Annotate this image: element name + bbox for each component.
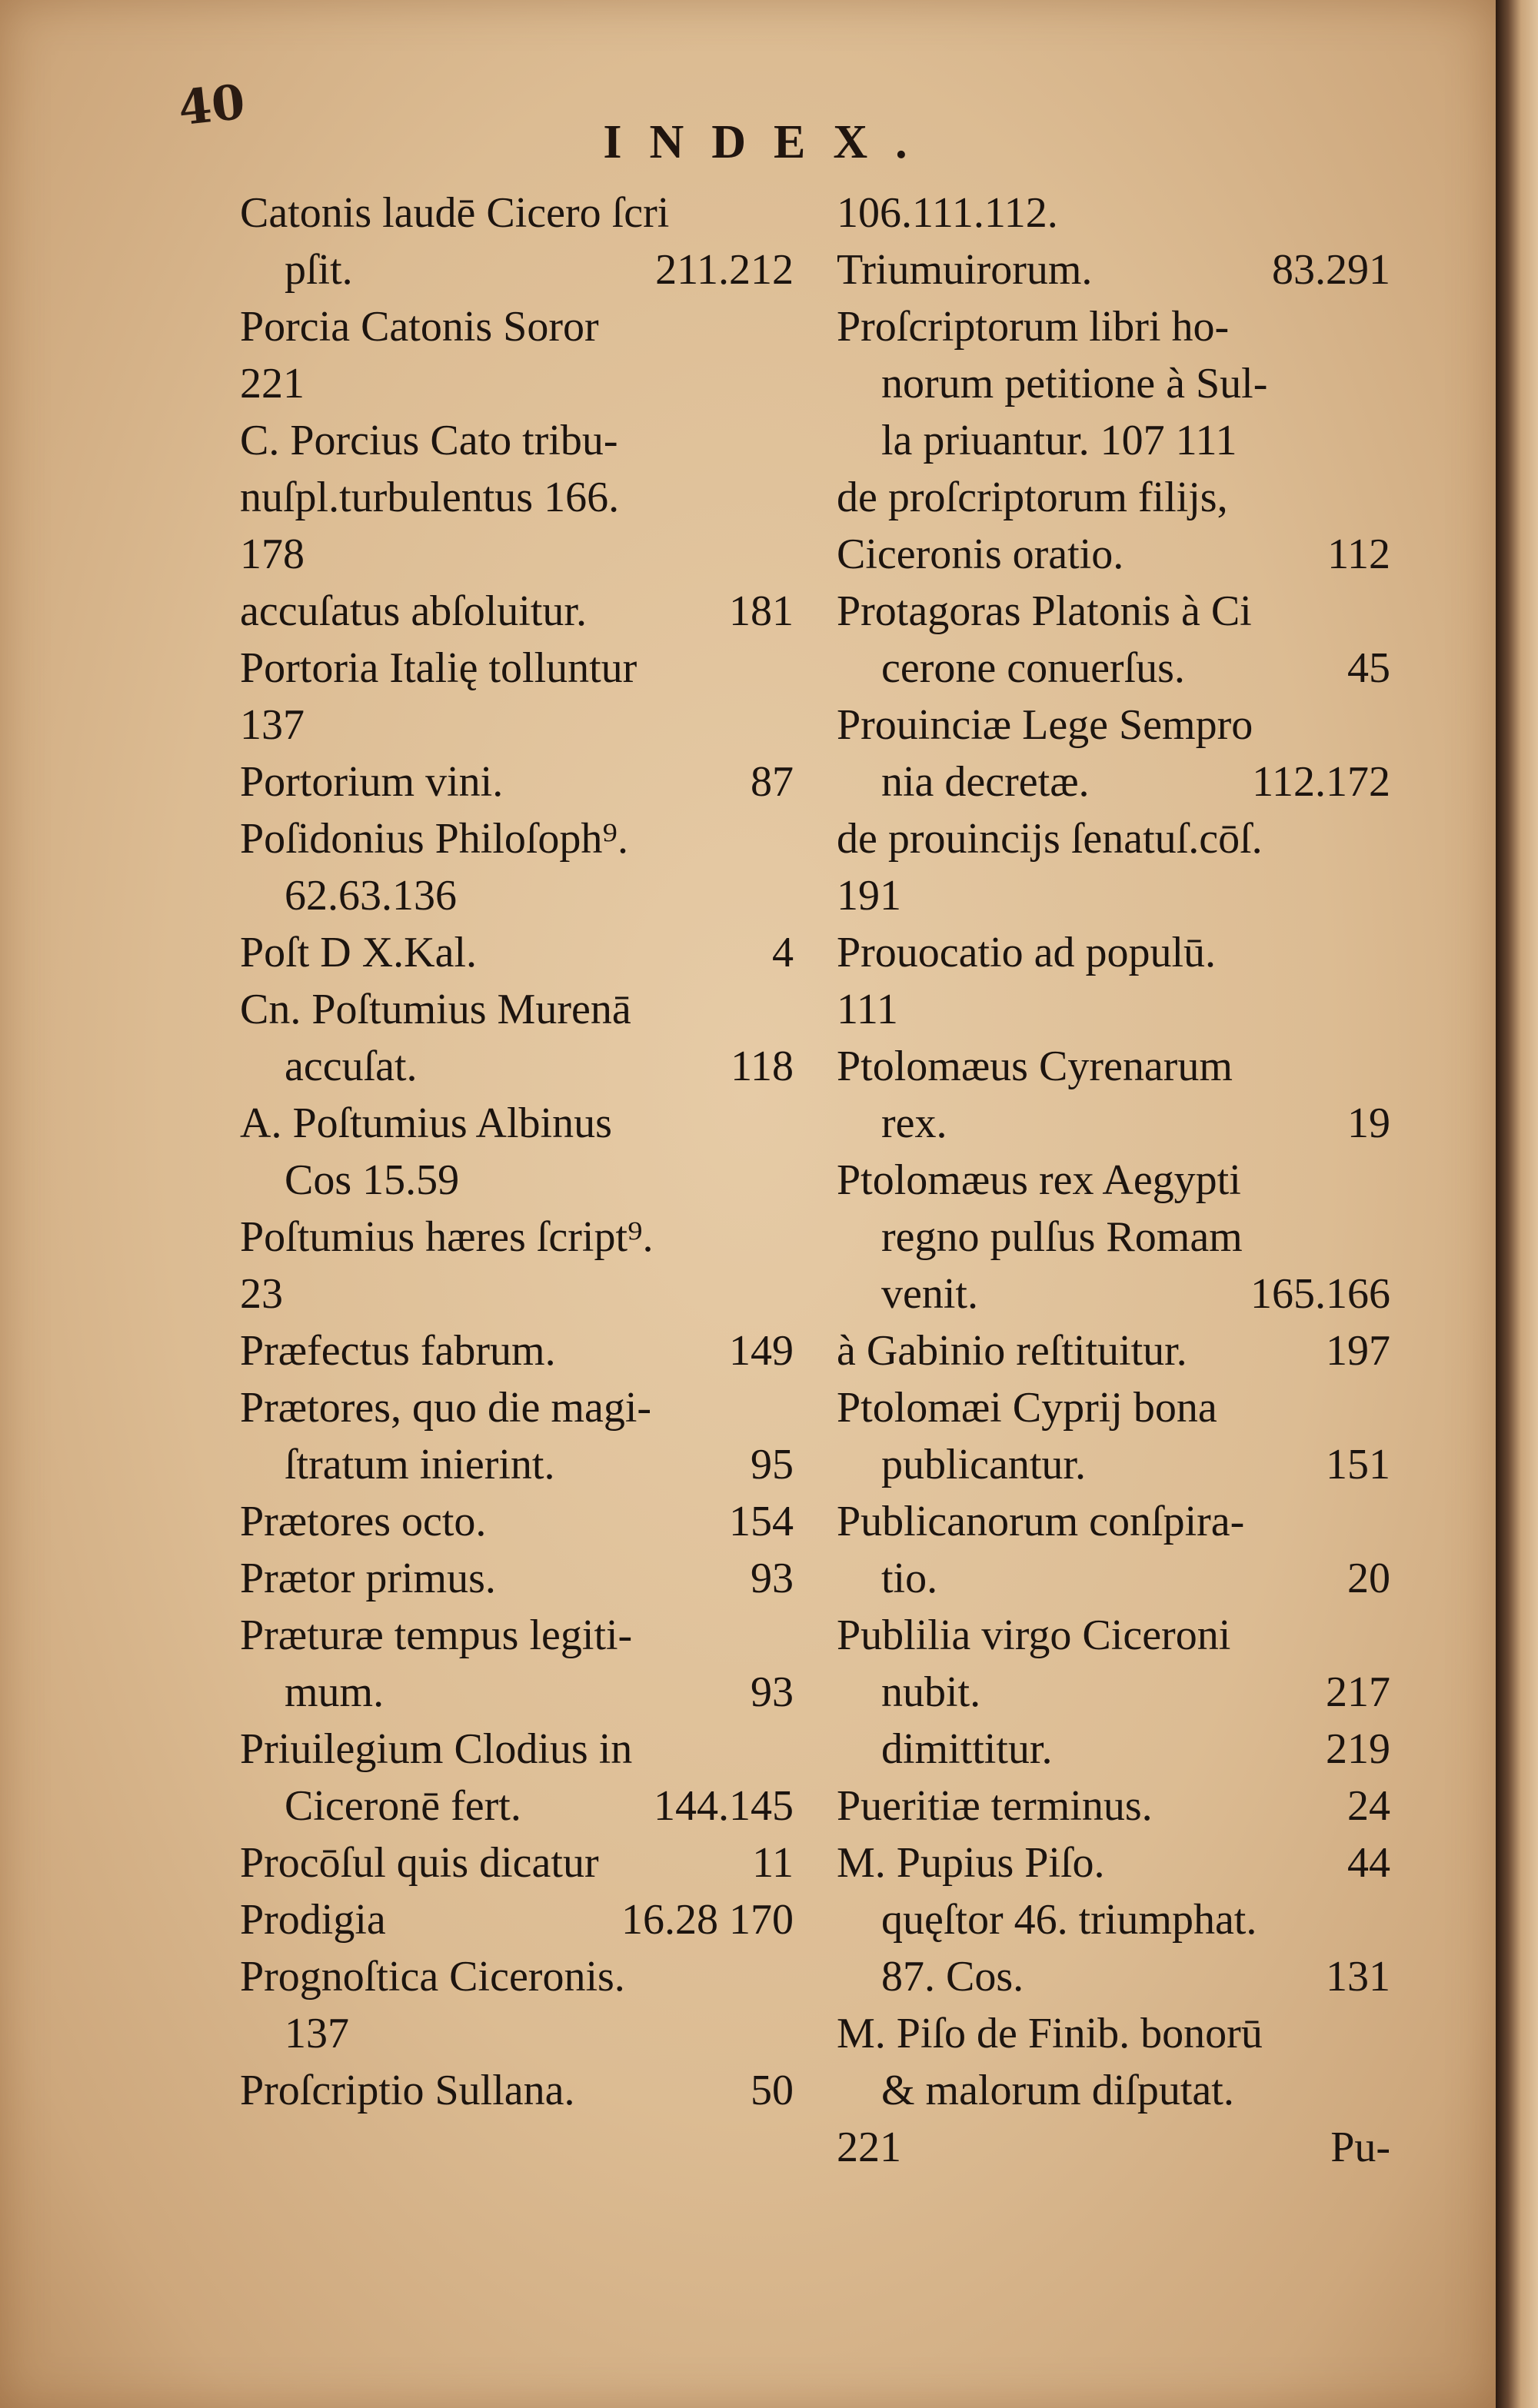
index-entry-line	[837, 355, 1390, 412]
index-entry-text: Præfectus fabrum.	[240, 1327, 556, 1375]
index-entry-line	[240, 981, 794, 1038]
index-entry-text: Ptolomæus Cyrenarum	[837, 1043, 1233, 1090]
index-entry-line	[240, 2005, 794, 2062]
index-entry-line	[240, 1266, 794, 1322]
index-entry-line	[240, 2062, 794, 2119]
index-entry-line	[837, 867, 1390, 924]
index-entry-text: Prognoſtica Ciceronis.	[240, 1953, 625, 2001]
index-entry-text: Procōſul quis dicatur	[240, 1839, 599, 1887]
index-entry-line	[837, 185, 1390, 241]
index-entry-text: norum petitione à Sul-	[881, 360, 1268, 407]
index-entry-text: nuſpl.turbulentus 166.	[240, 474, 620, 521]
index-entry-line	[240, 1891, 794, 1948]
index-entry-page-ref: 44	[1347, 1839, 1390, 1887]
index-entry-line	[240, 867, 794, 924]
index-entry-line	[240, 1379, 794, 1436]
index-entry-text: Triumuirorum.	[837, 246, 1093, 294]
page-gutter-edge	[1496, 0, 1538, 2408]
index-entry-page-ref: 87	[751, 758, 794, 806]
index-entry-page-ref: 24	[1347, 1782, 1390, 1830]
index-entry-text: cerone conuerſus.	[881, 644, 1185, 692]
index-entry-line	[837, 1721, 1390, 1778]
index-entry-text: 221	[837, 2124, 901, 2171]
index-entry-text: quęſtor 46. triumphat.	[881, 1896, 1257, 1944]
index-entry-text: Ciceronis oratio.	[837, 530, 1124, 578]
index-entry-text: Pueritiæ terminus.	[837, 1782, 1153, 1830]
index-entry-text: C. Porcius Cato tribu-	[240, 417, 618, 464]
index-entry-line	[240, 469, 794, 526]
index-entry-line	[837, 1038, 1390, 1095]
index-entry-text: regno pulſus Romam	[881, 1213, 1243, 1261]
index-entry-line	[837, 753, 1390, 810]
index-entry-line	[240, 241, 794, 298]
index-entry-page-ref: 112.172	[1252, 758, 1390, 806]
page-number: 40	[175, 73, 248, 137]
index-entry-text: Priuilegium Clodius in	[240, 1725, 633, 1773]
index-entry-line	[240, 1607, 794, 1664]
index-column-right	[837, 185, 1390, 2176]
index-entry-text: ſtratum inierint.	[285, 1441, 555, 1488]
index-entry-line	[837, 469, 1390, 526]
index-entry-line	[837, 1834, 1390, 1891]
index-entry-text: Cn. Poſtumius Murenā	[240, 986, 631, 1033]
index-entry-text: Poſt D X.Kal.	[240, 929, 477, 976]
index-entry-page-ref: 16.28 170	[621, 1896, 794, 1944]
index-entry-text: Cos 15.59	[285, 1156, 460, 1204]
index-entry-line	[837, 697, 1390, 753]
index-entry-text: Proſcriptio Sullana.	[240, 2067, 575, 2114]
index-entry-line	[837, 2062, 1390, 2119]
index-entry-text: A. Poſtumius Albinus	[240, 1099, 612, 1147]
index-entry-page-ref: 197	[1326, 1327, 1390, 1375]
index-entry-line	[240, 583, 794, 640]
index-entry-page-ref: 211.212	[655, 246, 794, 294]
index-entry-text: M. Piſo de Finib. bonorū	[837, 2010, 1263, 2057]
index-entry-text: Porcia Catonis Soror	[240, 303, 599, 351]
index-entry-line	[240, 1493, 794, 1550]
index-entry-text: Prouinciæ Lege Sempro	[837, 701, 1253, 749]
index-entry-line	[837, 981, 1390, 1038]
index-entry-line	[240, 526, 794, 583]
index-entry-page-ref: 93	[751, 1555, 794, 1602]
index-entry-text: M. Pupius Piſo.	[837, 1839, 1105, 1887]
index-entry-text: mum.	[285, 1668, 384, 1716]
index-entry-text: Ciceronē fert.	[285, 1782, 521, 1830]
index-entry-text: accuſatus abſoluitur.	[240, 587, 587, 635]
index-entry-line	[837, 1379, 1390, 1436]
index-entry-line	[240, 697, 794, 753]
index-entry-line	[240, 1152, 794, 1209]
index-entry-text: tio.	[881, 1555, 938, 1602]
index-entry-line	[837, 298, 1390, 355]
index-entry-page-ref: 131	[1326, 1953, 1390, 2001]
index-entry-page-ref: 165.166	[1250, 1270, 1390, 1318]
index-entry-text: 111	[837, 986, 898, 1033]
index-entry-text: Portoria Italię tolluntur	[240, 644, 638, 692]
index-entry-page-ref: 151	[1326, 1441, 1390, 1488]
index-entry-line	[837, 583, 1390, 640]
index-entry-line	[837, 640, 1390, 697]
index-entry-line	[240, 355, 794, 412]
index-entry-line	[837, 241, 1390, 298]
index-entry-line	[837, 412, 1390, 469]
index-entry-text: Prætores octo.	[240, 1498, 487, 1545]
index-entry-text: Præturæ tempus legiti-	[240, 1611, 633, 1659]
index-entry-line	[240, 810, 794, 867]
index-entry-line	[837, 2005, 1390, 2062]
index-entry-line	[837, 1948, 1390, 2005]
index-entry-text: Protagoras Platonis à Ci	[837, 587, 1252, 635]
index-entry-text: 137	[285, 2010, 349, 2057]
index-entry-page-ref: 45	[1347, 644, 1390, 692]
index-column-left	[240, 185, 794, 2119]
index-entry-line	[240, 924, 794, 981]
index-entry-line	[240, 185, 794, 241]
index-entry-page-ref: 20	[1347, 1555, 1390, 1602]
index-entry-line	[837, 1493, 1390, 1550]
index-entry-text: pſit.	[285, 246, 353, 294]
index-entry-page-ref: 95	[751, 1441, 794, 1488]
index-entry-line	[837, 1891, 1390, 1948]
index-entry-text: Portorium vini.	[240, 758, 504, 806]
index-entry-page-ref: 4	[772, 929, 794, 976]
index-entry-page-ref: 144.145	[654, 1782, 794, 1830]
index-entry-line	[240, 1436, 794, 1493]
index-entry-line	[837, 1095, 1390, 1152]
index-entry-line	[837, 924, 1390, 981]
index-entry-line	[837, 810, 1390, 867]
index-entry-line	[240, 1834, 794, 1891]
index-entry-text: 178	[240, 530, 305, 578]
index-entry-page-ref: 11	[752, 1839, 794, 1887]
index-entry-line	[240, 1209, 794, 1266]
index-entry-text: accuſat.	[285, 1043, 418, 1090]
index-entry-text: publicantur.	[881, 1441, 1086, 1488]
index-entry-text: Prodigia	[240, 1896, 386, 1944]
index-entry-line	[837, 1664, 1390, 1721]
index-entry-page-ref: 217	[1326, 1668, 1390, 1716]
index-entry-page-ref: 112	[1327, 530, 1390, 578]
index-entry-text: de prouincijs ſenatuſ.cōſ.	[837, 815, 1263, 863]
index-entry-line	[240, 1948, 794, 2005]
index-entry-page-ref: 181	[729, 587, 794, 635]
index-entry-text: nia decretæ.	[881, 758, 1090, 806]
index-entry-text: venit.	[881, 1270, 978, 1318]
index-entry-text: & malorum diſputat.	[881, 2067, 1234, 2114]
index-entry-text: Poſtumius hæres ſcript⁹.	[240, 1213, 654, 1261]
index-entry-text: Catonis laudē Cicero ſcri	[240, 189, 670, 237]
running-header: INDEX.	[603, 116, 935, 168]
index-entry-page-ref: 118	[731, 1043, 794, 1090]
index-entry-text: Ptolomæus rex Aegypti	[837, 1156, 1241, 1204]
index-entry-text: Prætores, quo die magi-	[240, 1384, 652, 1432]
index-entry-line	[837, 1550, 1390, 1607]
index-entry-line	[837, 1266, 1390, 1322]
index-entry-text: 106.111.112.	[837, 189, 1058, 237]
index-entry-line	[837, 1778, 1390, 1834]
index-entry-text: Poſidonius Philoſoph⁹.	[240, 815, 628, 863]
index-entry-text: à Gabinio reſtituitur.	[837, 1327, 1187, 1375]
index-entry-text: Publicanorum conſpira-	[837, 1498, 1245, 1545]
index-entry-page-ref: 50	[751, 2067, 794, 2114]
index-entry-text: Publilia virgo Ciceroni	[837, 1611, 1231, 1659]
index-entry-text: 137	[240, 701, 305, 749]
index-entry-text: Ptolomæi Cyprij bona	[837, 1384, 1217, 1432]
index-entry-line	[240, 640, 794, 697]
index-entry-line	[837, 1152, 1390, 1209]
index-entry-line	[837, 526, 1390, 583]
index-entry-text: nubit.	[881, 1668, 981, 1716]
index-entry-page-ref: 93	[751, 1668, 794, 1716]
index-entry-page-ref: 19	[1347, 1099, 1390, 1147]
index-entry-text: Proſcriptorum libri ho-	[837, 303, 1230, 351]
index-entry-text: Prætor primus.	[240, 1555, 496, 1602]
index-entry-line	[240, 1550, 794, 1607]
index-entry-line	[240, 1778, 794, 1834]
index-entry-line	[240, 753, 794, 810]
index-entry-text: 221	[240, 360, 305, 407]
index-entry-line	[837, 2119, 1390, 2176]
index-entry-text: dimittitur.	[881, 1725, 1053, 1773]
index-entry-text: Prouocatio ad populū.	[837, 929, 1217, 976]
index-entry-line	[240, 298, 794, 355]
index-entry-text: 87. Cos.	[881, 1953, 1024, 2001]
index-entry-line	[240, 1322, 794, 1379]
index-entry-text: de proſcriptorum filijs,	[837, 474, 1228, 521]
index-entry-line	[837, 1607, 1390, 1664]
index-entry-line	[240, 1095, 794, 1152]
index-entry-text: la priuantur. 107 111	[881, 417, 1237, 464]
index-entry-page-ref: 154	[729, 1498, 794, 1545]
index-entry-page-ref: 83.291	[1272, 246, 1390, 294]
index-entry-line	[240, 1721, 794, 1778]
index-entry-line	[240, 1664, 794, 1721]
index-entry-text: 23	[240, 1270, 283, 1318]
index-entry-line	[240, 412, 794, 469]
index-entry-text: 62.63.136	[285, 872, 457, 920]
index-entry-text: rex.	[881, 1099, 947, 1147]
index-entry-page-ref: 149	[729, 1327, 794, 1375]
index-entry-line	[240, 1038, 794, 1095]
index-entry-line	[837, 1322, 1390, 1379]
index-entry-text: 191	[837, 872, 901, 920]
index-entry-page-ref: 219	[1326, 1725, 1390, 1773]
index-entry-line	[837, 1436, 1390, 1493]
index-entry-page-ref: Pu-	[1330, 2124, 1390, 2171]
index-entry-line	[837, 1209, 1390, 1266]
